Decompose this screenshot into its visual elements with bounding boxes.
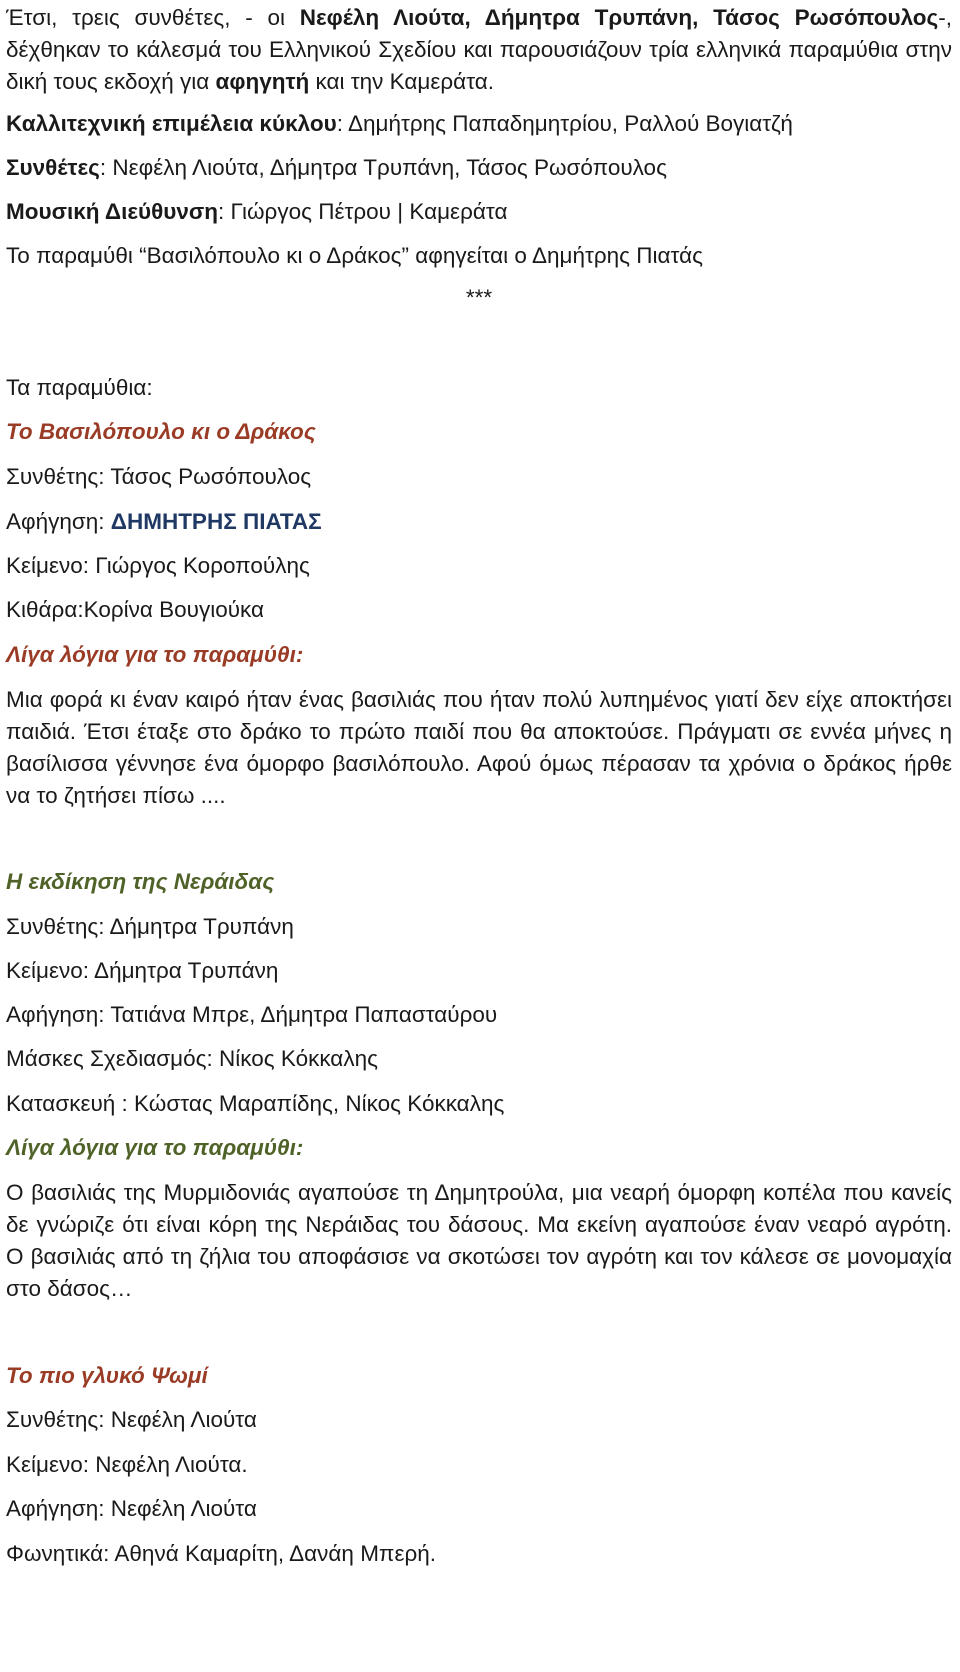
intro-text-1: Έτσι, τρεις συνθέτες, - οι	[6, 5, 300, 30]
tale-title: Το πιο γλυκό Ψωμί	[6, 1363, 208, 1388]
tale-summary: Μια φορά κι έναν καιρό ήταν ένας βασιλιάς που ήταν πολύ λυπημένος γιατί δεν είχε αποκτήσει παιδιά. Έτσι έταξε στο δράκο το πρώτο παιδί που θα αποκτούσε. Πράγματι σε εννέα μήνες η βασίλισσα γέννησε ένα όμορφο βασιλόπουλο. Αφού όμως πέρασαν τα χρόνια ο δράκος ήρθε να το ζητήσει πίσω ....	[6, 687, 952, 808]
about-heading: Λίγα λόγια για το παραμύθι:	[6, 642, 304, 667]
credit-label: Συνθέτες	[6, 155, 100, 180]
intro-narrator: αφηγητή	[215, 69, 310, 94]
narrator-name: ΔΗΜΗΤΡΗΣ ΠΙΑΤΑΣ	[110, 509, 322, 534]
intro-paragraph	[6, 2, 952, 98]
tale-credit: Κείμενο: Δήμητρα Τρυπάνη	[6, 958, 279, 983]
tale-credit-narration	[6, 506, 952, 538]
credit-label: Καλλιτεχνική επιμέλεια κύκλου	[6, 111, 337, 136]
credit-value: : Δημήτρης Παπαδημητρίου, Ραλλού Βογιατζή	[336, 111, 793, 136]
tale-credit: Κείμενο: Νεφέλη Λιούτα.	[6, 1452, 248, 1477]
tales-heading: Τα παραμύθια:	[6, 375, 153, 400]
tale-credit: Συνθέτης: Δήμητρα Τρυπάνη	[6, 914, 294, 939]
narration-label: Αφήγηση:	[6, 509, 111, 534]
about-heading: Λίγα λόγια για το παραμύθι:	[6, 1135, 304, 1160]
credit-value: : Γιώργος Πέτρου | Καμεράτα	[218, 199, 508, 224]
tale-credit: Μάσκες Σχεδιασμός: Νίκος Κόκκαλης	[6, 1046, 378, 1071]
credit-value: : Νεφέλη Λιούτα, Δήμητρα Τρυπάνη, Τάσος Ρωσόπουλος	[99, 155, 667, 180]
credit-music-direction	[6, 196, 952, 228]
tale-credit: Αφήγηση: Νεφέλη Λιούτα	[6, 1496, 257, 1521]
credit-composers	[6, 152, 952, 184]
tale-credit: Αφήγηση: Τατιάνα Μπρε, Δήμητρα Παπασταύρου	[6, 1002, 498, 1027]
credit-artistic-direction	[6, 108, 952, 140]
intro-composers: Νεφέλη Λιούτα, Δήμητρα Τρυπάνη, Τάσος Ρωσόπουλος	[299, 5, 939, 30]
credit-label: Μουσική Διεύθυνση	[6, 199, 219, 224]
intro-text-2: -, δέχθηκαν το κάλεσμά του Ελληνικού Σχεδίου και παρουσιάζουν τρία ελληνικά παραμύθια στην δική τους εκδοχή για	[6, 5, 952, 94]
tale-credit: Συνθέτης: Τάσος Ρωσόπουλος	[6, 464, 312, 489]
tale-summary: Ο βασιλιάς της Μυρμιδονιάς αγαπούσε τη Δημητρούλα, μια νεαρή όμορφη κοπέλα που κανείς δε γνώριζε ότι είναι κόρη της Νεράιδας του δάσους. Μα εκείνη αγαπούσε έναν νεαρό αγρότη. Ο βασιλιάς από τη ζήλια του αποφάσισε να σκοτώσει τον αγρότη και τον κάλεσε σε μονομαχία στο δάσος…	[6, 1180, 952, 1301]
tale-credit: Κατασκευή : Κώστας Μαραπίδης, Νίκος Κόκκαλης	[6, 1091, 505, 1116]
tale-title: Το Βασιλόπουλο κι ο Δράκος	[6, 419, 316, 444]
tale-credit: Συνθέτης: Νεφέλη Λιούτα	[6, 1407, 257, 1432]
separator: ***	[465, 285, 493, 310]
tale-credit: Κιθάρα:Κορίνα Βουγιούκα	[6, 597, 265, 622]
intro-text-3: και την Καμεράτα.	[309, 69, 495, 94]
tale-title: Η εκδίκηση της Νεράιδας	[6, 869, 275, 894]
narration-note: Το παραμύθι “Βασιλόπουλο κι ο Δράκος” αφηγείται ο Δημήτρης Πιατάς	[6, 243, 703, 268]
tale-credit: Φωνητικά: Αθηνά Καμαρίτη, Δανάη Μπερή.	[6, 1541, 437, 1566]
tale-credit: Κείμενο: Γιώργος Κοροπούλης	[6, 553, 310, 578]
